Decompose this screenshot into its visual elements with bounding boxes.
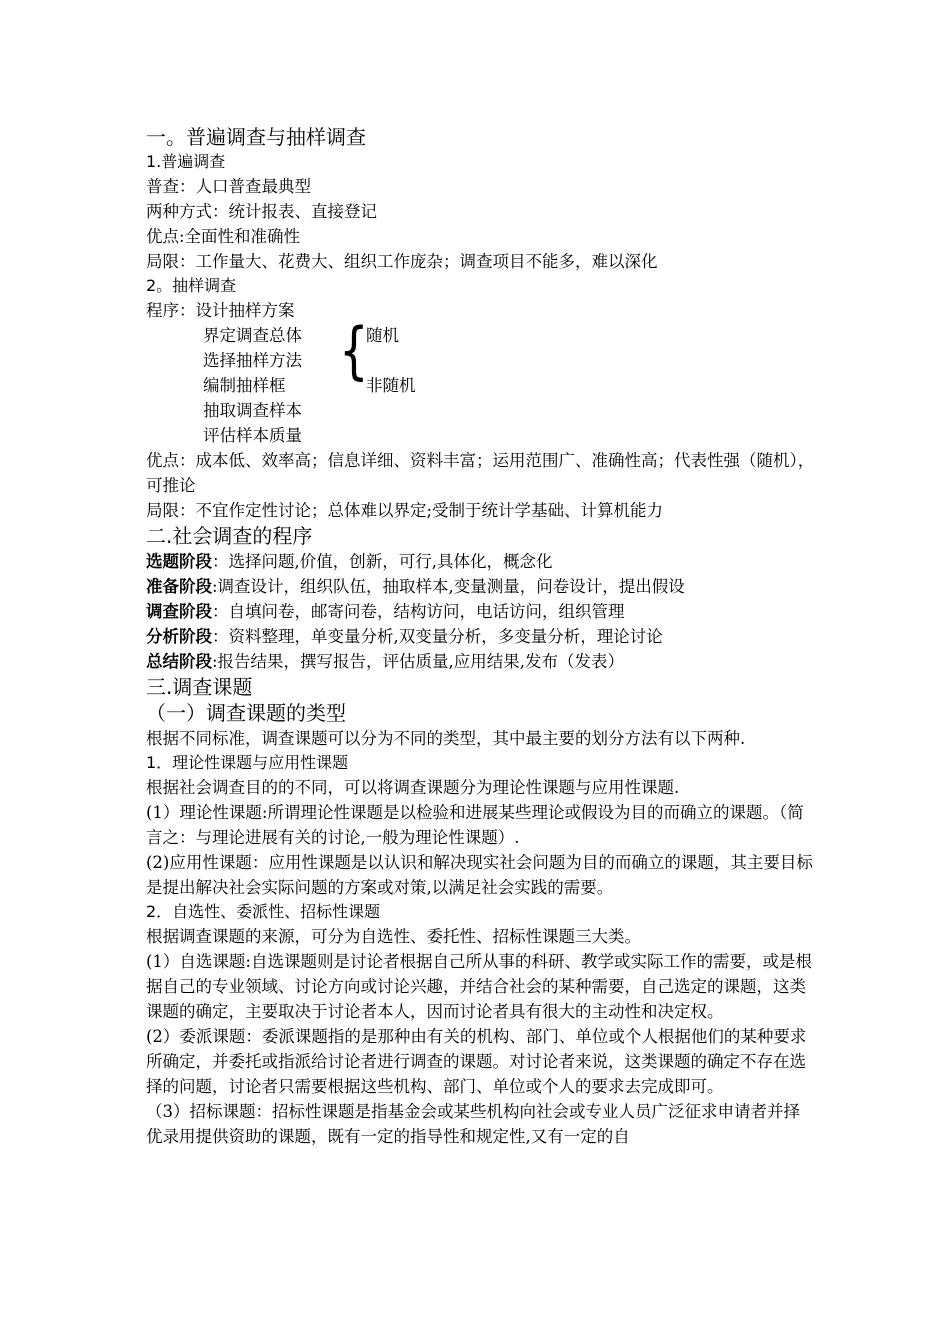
procedure-step: 选择抽样方法 [203, 351, 302, 370]
document-page [146, 124, 816, 1149]
section-2-heading: 二.社会调查的程序 [146, 524, 313, 548]
phase-label: 总结阶段 [146, 652, 212, 671]
phase-text: ：自填问卷，邮寄问卷，结构访问，电话访问，组织管理 [212, 602, 625, 621]
phase-item [146, 549, 816, 574]
topic-source-heading: 2．自选性、委派性、招标性课题 [146, 902, 381, 921]
procedure-step: 评估样本质量 [203, 426, 302, 445]
census-line: 优点:全面性和准确性 [146, 227, 301, 246]
theory-application-intro: 根据社会调查目的的不同，可以将调查课题分为理论性课题与应用性课题. [146, 778, 680, 797]
phase-item [146, 599, 816, 624]
phase-text: :调查设计，组织队伍，抽取样本,变量测量，问卷设计，提出假设 [212, 577, 685, 596]
phase-text: ：资料整理，单变量分析,双变量分析，多变量分析，理论讨论 [212, 627, 663, 646]
procedure-step: 抽取调查样本 [203, 401, 302, 420]
applied-topic-paragraph: (2)应用性课题：应用性课题是以认识和解决现实社会问题为目的而确立的课题，其主要目标是提出解决社会实际问题的方案或对策,以满足社会实践的需要。 [146, 853, 813, 897]
procedure-step: 编制抽样框 [203, 376, 286, 395]
procedure-step: 界定调查总体 [203, 326, 302, 345]
census-line: 普查：人口普查最典型 [146, 177, 311, 196]
sampling-procedure [146, 298, 816, 448]
curly-brace: { [339, 314, 369, 387]
nonrandom-label: 非随机 [366, 376, 416, 395]
sampling-advantages: 优点：成本低、效率高；信息详细、资料丰富；运用范围广、准确性高；代表性强（随机），可推论 [146, 451, 815, 495]
phase-label: 调查阶段 [146, 602, 212, 621]
phase-text: ：选择问题,价值，创新，可行,具体化，概念化 [212, 552, 553, 571]
sampling-limitations: 局限：不宜作定性讨论；总体难以界定;受制于统计学基础、计算机能力 [146, 501, 664, 520]
topic-source-intro: 根据调查课题的来源，可分为自选性、委托性、招标性课题三大类。 [146, 927, 641, 946]
procedure-first-step: 程序：设计抽样方案 [146, 301, 295, 320]
self-selected-topic-paragraph: (1）自选课题:自选课题则是讨论者根据自己所从事的科研、教学或实际工作的需要，或是根据自己的专业领域、讨论方向或讨论兴趣，并结合社会的某种需要，自己选定的课题，这类课题的确定，主要取决于讨论者本人，因而讨论者具有很大的主动性和决定权。 [146, 952, 812, 1021]
phase-label: 准备阶段 [146, 577, 212, 596]
phase-label: 分析阶段 [146, 627, 212, 646]
phase-label: 选题阶段 [146, 552, 212, 571]
tender-topic-paragraph: （3）招标课题：招标性课题是指基金会或某些机构向社会或专业人员广泛征求申请者并择优录用提供资助的课题，既有一定的指导性和规定性,又有一定的自 [146, 1102, 800, 1146]
sampling-heading: 2。抽样调查 [146, 276, 237, 295]
census-heading: 1.普遍调查 [146, 152, 226, 171]
topic-types-intro: 根据不同标准，调查课题可以分为不同的类型，其中最主要的划分方法有以下两种. [146, 729, 746, 748]
phase-item [146, 574, 816, 599]
random-label: 随机 [366, 326, 399, 345]
phase-item [146, 649, 816, 674]
theoretical-topic-paragraph: (1）理论性课题:所谓理论性课题是以检验和进展某些理论或假设为目的而确立的课题。（简言之：与理论进展有关的讨论,一般为理论性课题）. [146, 803, 804, 847]
topic-types-heading: （一）调查课题的类型 [146, 701, 346, 725]
phase-item [146, 624, 816, 649]
assigned-topic-paragraph: (2）委派课题：委派课题指的是那种由有关的机构、部门、单位或个人根据他们的某种要求所确定，并委托或指派给讨论者进行调查的课题。对讨论者来说，这类课题的确定不存在选择的问题，讨论者只需要根据这些机构、部门、单位或个人的要求去完成即可。 [146, 1027, 807, 1096]
phase-text: :报告结果，撰写报告，评估质量,应用结果,发布（发表） [212, 652, 625, 671]
section-3-heading: 三.调查课题 [146, 675, 253, 699]
theory-application-heading: 1．理论性课题与应用性课题 [146, 753, 349, 772]
section-1-heading: 一。普遍调查与抽样调查 [146, 125, 366, 149]
census-line: 两种方式：统计报表、直接登记 [146, 202, 377, 221]
census-line: 局限：工作量大、花费大、组织工作庞杂；调查项目不能多，难以深化 [146, 252, 658, 271]
